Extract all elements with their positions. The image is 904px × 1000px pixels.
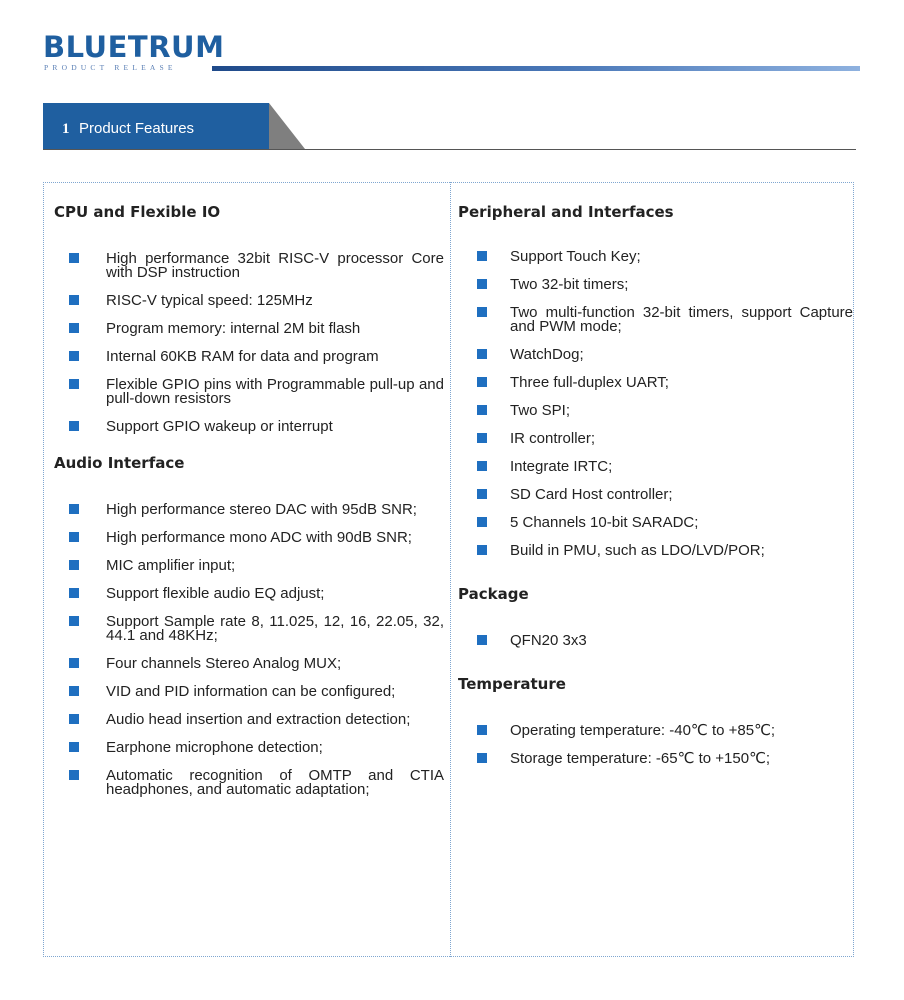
feature-item	[54, 559, 444, 573]
feature-item	[54, 322, 444, 336]
feature-text: SD Card Host controller;	[510, 486, 673, 503]
feature-text: Integrate IRTC;	[510, 458, 613, 475]
audio-section-title: Audio Interface	[54, 454, 185, 472]
feature-text: Operating temperature: -40℃ to +85℃;	[510, 722, 776, 739]
feature-item	[54, 741, 444, 755]
feature-text: Audio head insertion and extraction detection;	[106, 711, 411, 728]
feature-item	[458, 376, 853, 390]
feature-text: High performance 32bit RISC-V processor Core with DSP instruction	[106, 250, 444, 281]
square-bullet-icon	[477, 433, 487, 443]
feature-item	[458, 516, 853, 530]
feature-text: Support GPIO wakeup or interrupt	[106, 418, 333, 435]
feature-item	[54, 420, 444, 434]
right-column	[458, 200, 853, 780]
feature-text: Automatic recognition of OMTP and CTIA headphones, and automatic adaptation;	[106, 767, 444, 798]
feature-item	[54, 350, 444, 364]
feature-text: Support Touch Key;	[510, 248, 641, 265]
square-bullet-icon	[69, 379, 79, 389]
square-bullet-icon	[69, 714, 79, 724]
brand-logo: BLUETRUM	[43, 30, 225, 64]
temperature-feature-list	[458, 724, 853, 766]
feature-item	[458, 432, 853, 446]
square-bullet-icon	[477, 753, 487, 763]
square-bullet-icon	[477, 279, 487, 289]
square-bullet-icon	[69, 770, 79, 780]
section-title: Product Features	[79, 120, 195, 137]
feature-text: Two multi-function 32-bit timers, support Capture and PWM mode;	[510, 304, 853, 335]
square-bullet-icon	[69, 295, 79, 305]
feature-item	[458, 634, 853, 648]
square-bullet-icon	[477, 489, 487, 499]
square-bullet-icon	[69, 616, 79, 626]
square-bullet-icon	[69, 323, 79, 333]
square-bullet-icon	[477, 517, 487, 527]
feature-text: Internal 60KB RAM for data and program	[106, 348, 379, 365]
square-bullet-icon	[477, 307, 487, 317]
feature-text: 5 Channels 10-bit SARADC;	[510, 514, 699, 531]
feature-text: QFN20 3x3	[510, 632, 587, 649]
header-gradient-bar	[212, 66, 860, 71]
square-bullet-icon	[477, 349, 487, 359]
feature-item	[458, 250, 853, 264]
feature-item	[458, 460, 853, 474]
peripheral-feature-list	[458, 250, 853, 558]
feature-item	[458, 306, 853, 334]
feature-text: Program memory: internal 2M bit flash	[106, 320, 361, 337]
feature-item	[54, 294, 444, 308]
square-bullet-icon	[69, 686, 79, 696]
feature-text: RISC-V typical speed: 125MHz	[106, 292, 313, 309]
square-bullet-icon	[69, 560, 79, 570]
square-bullet-icon	[477, 725, 487, 735]
feature-text: WatchDog;	[510, 346, 584, 363]
audio-feature-list	[54, 503, 444, 797]
section-tab-triangle	[269, 103, 305, 149]
square-bullet-icon	[69, 504, 79, 514]
cpu-feature-list	[54, 252, 444, 434]
feature-item	[458, 404, 853, 418]
brand-tagline: PRODUCT RELEASE	[44, 63, 177, 72]
feature-item	[54, 587, 444, 601]
feature-text: Three full-duplex UART;	[510, 374, 669, 391]
temperature-section-title: Temperature	[458, 675, 566, 693]
feature-text: IR controller;	[510, 430, 596, 447]
feature-text: VID and PID information can be configured;	[106, 683, 396, 700]
feature-text: Four channels Stereo Analog MUX;	[106, 655, 342, 672]
square-bullet-icon	[477, 405, 487, 415]
feature-item	[458, 724, 853, 738]
feature-item	[458, 544, 853, 558]
feature-text: Two 32-bit timers;	[510, 276, 629, 293]
feature-item	[54, 685, 444, 699]
column-divider	[450, 182, 451, 957]
feature-text: Two SPI;	[510, 402, 571, 419]
left-column	[54, 200, 444, 811]
feature-text: Flexible GPIO pins with Programmable pull-up and pull-down resistors	[106, 376, 444, 407]
section-underline	[43, 149, 856, 150]
feature-item	[54, 378, 444, 406]
feature-item	[54, 657, 444, 671]
square-bullet-icon	[69, 532, 79, 542]
feature-item	[54, 615, 444, 643]
feature-text: Storage temperature: -65℃ to +150℃;	[510, 750, 771, 767]
feature-text: Support flexible audio EQ adjust;	[106, 585, 325, 602]
feature-text: Build in PMU, such as LDO/LVD/POR;	[510, 542, 765, 559]
square-bullet-icon	[69, 421, 79, 431]
feature-text: High performance stereo DAC with 95dB SNR;	[106, 501, 417, 518]
feature-text: High performance mono ADC with 90dB SNR;	[106, 529, 412, 546]
square-bullet-icon	[69, 253, 79, 263]
package-section-title: Package	[458, 585, 529, 603]
feature-item	[458, 752, 853, 766]
section-number: 1	[62, 121, 70, 137]
feature-item	[458, 278, 853, 292]
feature-text: Support Sample rate 8, 11.025, 12, 16, 22.05, 32, 44.1 and 48KHz;	[106, 613, 444, 644]
square-bullet-icon	[477, 251, 487, 261]
feature-item	[54, 531, 444, 545]
square-bullet-icon	[69, 588, 79, 598]
square-bullet-icon	[69, 742, 79, 752]
feature-item	[54, 252, 444, 280]
square-bullet-icon	[477, 461, 487, 471]
feature-item	[54, 503, 444, 517]
square-bullet-icon	[477, 377, 487, 387]
feature-item	[54, 769, 444, 797]
feature-item	[458, 488, 853, 502]
feature-item	[54, 713, 444, 727]
square-bullet-icon	[69, 351, 79, 361]
peripheral-section-title: Peripheral and Interfaces	[458, 203, 674, 221]
square-bullet-icon	[69, 658, 79, 668]
square-bullet-icon	[477, 545, 487, 555]
package-feature-list	[458, 634, 853, 648]
feature-text: MIC amplifier input;	[106, 557, 236, 574]
feature-item	[458, 348, 853, 362]
feature-text: Earphone microphone detection;	[106, 739, 323, 756]
square-bullet-icon	[477, 635, 487, 645]
cpu-section-title: CPU and Flexible IO	[54, 203, 221, 221]
